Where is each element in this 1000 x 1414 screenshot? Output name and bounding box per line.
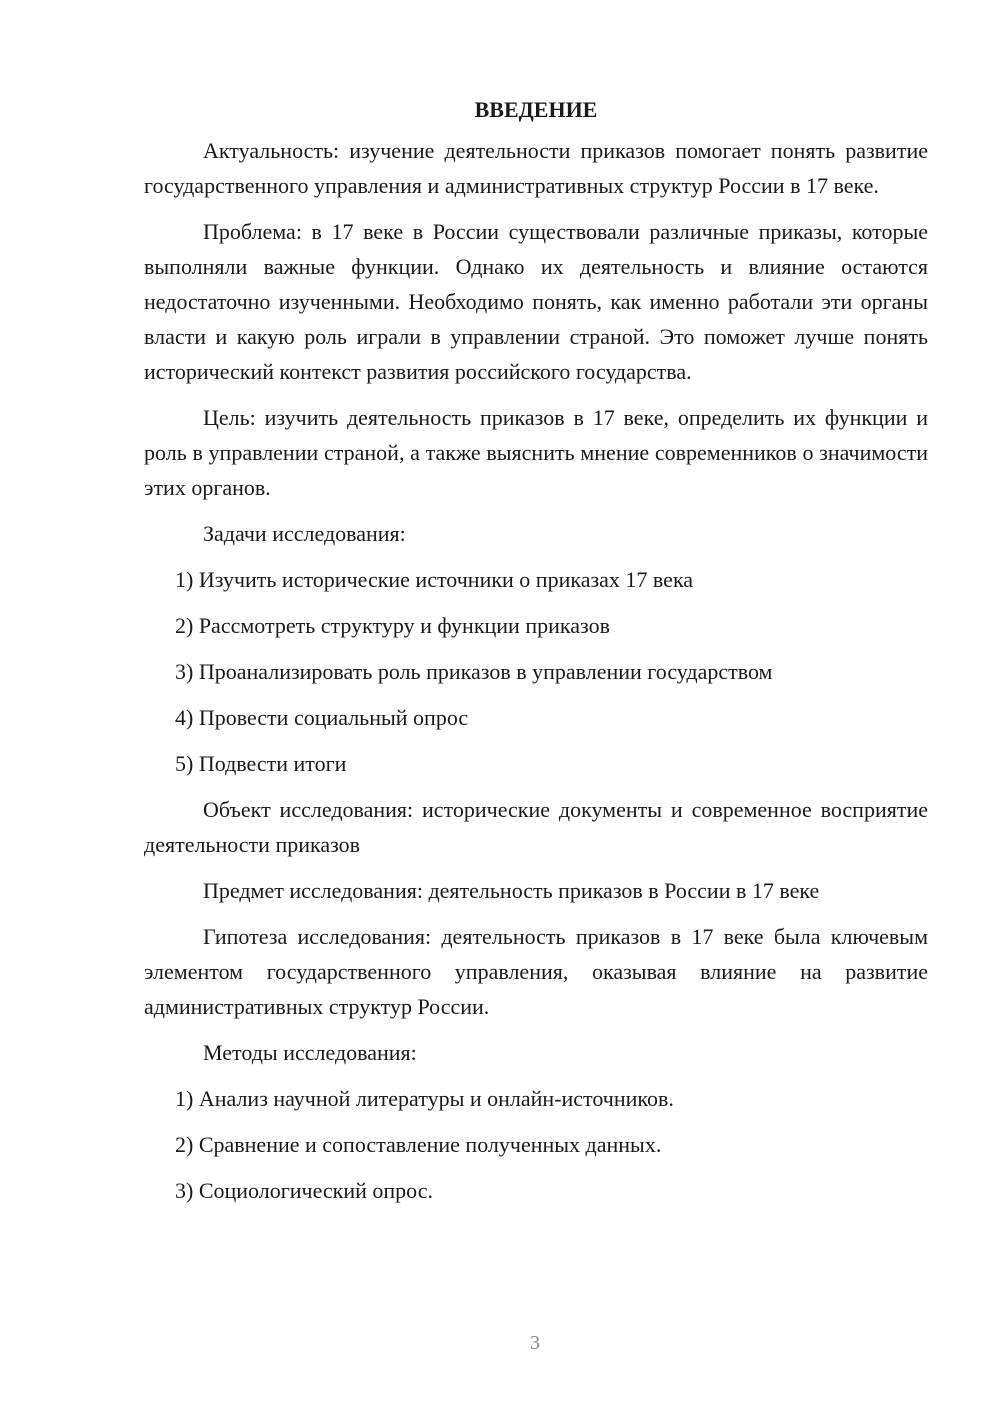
subject-paragraph: Предмет исследования: деятельность приказов в России в 17 веке xyxy=(203,878,820,903)
list-item: 2) Сравнение и сопоставление полученных данных. xyxy=(175,1132,662,1157)
list-item: 1) Изучить исторические источники о приказах 17 века xyxy=(175,567,694,592)
tasks-heading: Задачи исследования: xyxy=(203,521,406,546)
list-item: 3) Проанализировать роль приказов в управлении государством xyxy=(175,659,773,684)
list-item: 2) Рассмотреть структуру и функции приказов xyxy=(175,613,610,638)
list-item: 4) Провести социальный опрос xyxy=(175,705,469,730)
page-number: 3 xyxy=(530,1332,540,1354)
relevance-paragraph: Актуальность: изучение деятельности приказов помогает понять развитие государственного управления и административных структур России в 17 веке. xyxy=(144,138,928,198)
hypothesis-paragraph: Гипотеза исследования: деятельность приказов в 17 веке была ключевым элементом государственного управления, оказывая влияние на развитие административных структур России. xyxy=(144,924,928,1019)
goal-paragraph: Цель: изучить деятельность приказов в 17 веке, определить их функции и роль в управлении страной, а также выяснить мнение современников о значимости этих органов. xyxy=(144,405,928,500)
list-item: 1) Анализ научной литературы и онлайн-источников. xyxy=(175,1086,674,1111)
methods-heading: Методы исследования: xyxy=(203,1040,417,1065)
document-page xyxy=(144,92,928,1219)
problem-paragraph: Проблема: в 17 веке в России существовали различные приказы, которые выполняли важные функции. Однако их деятельность и влияние остаются недостаточно изученными. Необходимо понять, как именно работали эти органы власти и какую роль играли в управлении страной. Это поможет лучше понять исторический контекст развития российского государства. xyxy=(144,219,928,384)
list-item: 5) Подвести итоги xyxy=(175,751,347,776)
methods-list xyxy=(144,1081,928,1208)
tasks-list xyxy=(144,562,928,781)
page-title: ВВЕДЕНИЕ xyxy=(474,97,598,122)
list-item: 3) Социологический опрос. xyxy=(175,1178,433,1203)
object-paragraph: Объект исследования: исторические документы и современное восприятие деятельности приказов xyxy=(144,797,928,857)
